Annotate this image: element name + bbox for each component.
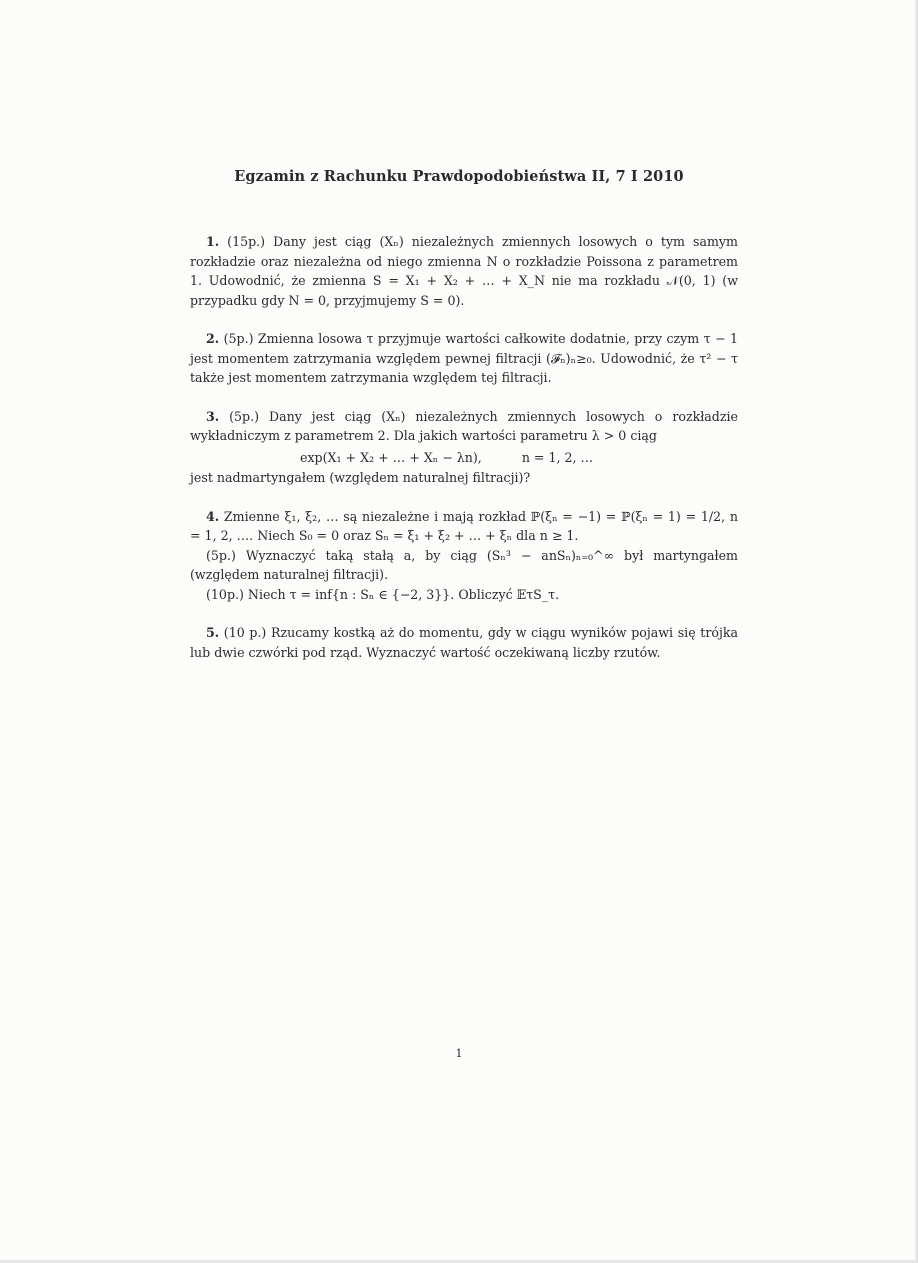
problem-number: 5. — [206, 625, 220, 640]
problem-part-a: (5p.) Wyznaczyć taką stałą a, by ciąg (Sₙ³ − anSₙ)ₙ₌₀^∞ był martyngałem (względem naturalnej filtracji). — [190, 547, 738, 582]
exam-title: Egzamin z Rachunku Prawdopodobieństwa II, 7 I 2010 — [234, 168, 684, 185]
problem-part-b: (10p.) Niech τ = inf{n : Sₙ ∈ {−2, 3}}. Obliczyć 𝔼τS_τ. — [206, 586, 560, 602]
problem-5 — [190, 623, 738, 662]
problem-text: (5p.) Dany jest ciąg (Xₙ) niezależnych zmiennych losowych o rozkładzie wykładniczym z parametrem 2. Dla jakich wartości parametru λ > 0 ciąg — [190, 408, 738, 443]
problem-text-continued: jest nadmartyngałem (względem naturalnej filtracji)? — [190, 470, 531, 485]
formula-index: n = 1, 2, … — [521, 449, 594, 465]
problem-4 — [190, 507, 738, 605]
problem-text: (10 p.) Rzucamy kostką aż do momentu, gdy w ciągu wyników pojawi się trójka lub dwie czwórki pod rząd. Wyznaczyć wartość oczekiwaną liczby rzutów. — [190, 625, 738, 660]
problem-number: 1. — [206, 234, 220, 249]
problem-1 — [190, 232, 738, 310]
problem-3 — [190, 407, 738, 488]
problem-text: Zmienne ξ₁, ξ₂, … są niezależne i mają rozkład ℙ(ξₙ = −1) = ℙ(ξₙ = 1) = 1/2, n = 1, 2, …. Niech S₀ = 0 oraz Sₙ = ξ₁ + ξ₂ + … + ξₙ dla n ≥ 1. — [190, 508, 738, 543]
problem-number: 2. — [206, 331, 220, 346]
problem-text: (15p.) Dany jest ciąg (Xₙ) niezależnych zmiennych losowych o tym samym rozkładzie oraz niezależna od niego zmienna N o rozkładzie Poissona z parametrem 1. Udowodnić, że zmienna S = X₁ + X₂ + … + X_N nie ma rozkładu 𝒩(0, 1) (w przypadku gdy N = 0, przyjmujemy S = 0). — [190, 234, 738, 308]
problem-2 — [190, 329, 738, 388]
problem-text: (5p.) Zmienna losowa τ przyjmuje wartości całkowite dodatnie, przy czym τ − 1 jest momentem zatrzymania względem pewnej filtracji (𝓕ₙ)ₙ≥₀. Udowodnić, że τ² − τ także jest momentem zatrzymania względem tej filtracji. — [190, 331, 738, 385]
problem-number: 4. — [206, 508, 220, 524]
formula-expression: exp(X₁ + X₂ + … + Xₙ − λn), — [300, 449, 482, 465]
problem-list — [190, 232, 738, 681]
page-number: 1 — [455, 1047, 463, 1060]
problem-number: 3. — [206, 408, 220, 424]
display-formula — [190, 448, 738, 468]
scan-edge-shadow — [914, 0, 918, 1263]
